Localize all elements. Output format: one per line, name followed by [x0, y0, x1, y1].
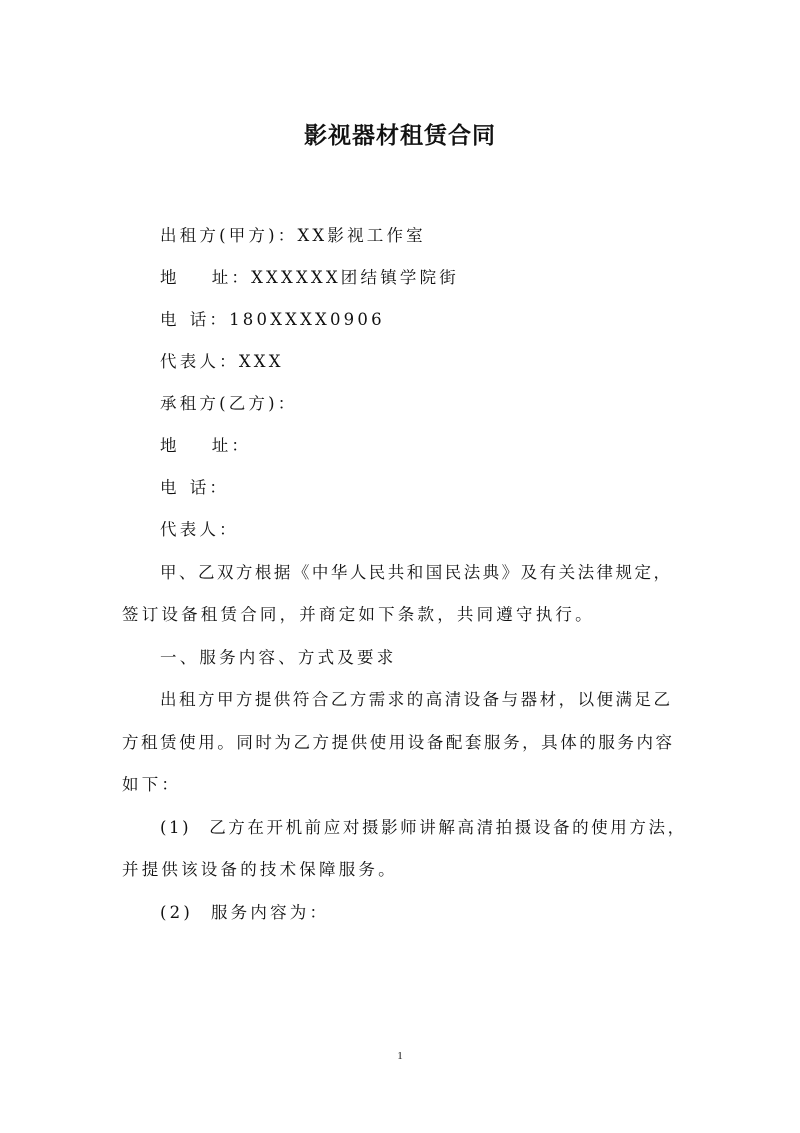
lessee-phone-label-2: 话： — [189, 478, 230, 497]
preamble-line-2: 签订设备租赁合同，并商定如下条款，共同遵守执行。 — [122, 605, 595, 624]
lessor-address-label-1: 地 — [160, 268, 180, 287]
item-1-line-2: 并提供该设备的技术保障服务。 — [122, 860, 398, 879]
page-number: 1 — [397, 1050, 403, 1062]
lessor-representative-value: XXX — [238, 352, 284, 371]
item-2-number: (2) — [160, 903, 193, 922]
lessor-representative-line — [160, 350, 284, 374]
lessee-line — [160, 392, 297, 416]
lessor-phone-label-1: 电 — [160, 310, 180, 329]
item-1-text: 乙方在开机前应对摄影师讲解高清拍摄设备的使用方法， — [209, 818, 687, 837]
lessor-value: XX影视工作室 — [297, 226, 426, 245]
section-1-para-line-3: 如下： — [122, 775, 182, 794]
section-1-heading: 一、服务内容、方式及要求 — [160, 648, 397, 667]
lessee-representative-line — [160, 518, 239, 542]
lessor-phone-label-2: 话： — [189, 310, 230, 329]
item-1-line-1 — [160, 816, 687, 840]
lessee-address-label-2: 址： — [211, 436, 252, 455]
lessor-phone-line — [160, 308, 385, 332]
item-2-text: 服务内容为： — [210, 903, 330, 922]
lessor-label: 出租方(甲方)： — [160, 226, 298, 245]
lessor-line — [160, 224, 426, 248]
section-1-para-line-1: 出租方甲方提供符合乙方需求的高清设备与器材，以便满足乙 — [160, 690, 670, 709]
lessee-address-line — [160, 434, 251, 458]
item-2-line — [160, 901, 329, 925]
lessee-label: 承租方(乙方)： — [160, 394, 298, 413]
section-1-para-line-2: 方租赁使用。同时为乙方提供使用设备配套服务，具体的服务内容 — [122, 733, 672, 752]
lessee-representative-label: 代表人： — [160, 520, 239, 539]
lessor-address-line — [160, 266, 459, 290]
lessor-address-label-2: 址： — [211, 268, 252, 287]
item-1-number: (1) — [160, 818, 192, 837]
lessor-phone-value: 180XXXX0906 — [229, 310, 385, 329]
lessor-address-value: XXXXXX团结镇学院街 — [251, 268, 459, 287]
lessee-phone-line — [160, 476, 229, 500]
document-title: 影视器材租赁合同 — [304, 123, 496, 149]
lessor-representative-label: 代表人： — [160, 352, 239, 371]
lessee-phone-label-1: 电 — [160, 478, 180, 497]
lessee-address-label-1: 地 — [160, 436, 180, 455]
preamble-line-1: 甲、乙双方根据《中华人民共和国民法典》及有关法律规定， — [160, 563, 670, 582]
